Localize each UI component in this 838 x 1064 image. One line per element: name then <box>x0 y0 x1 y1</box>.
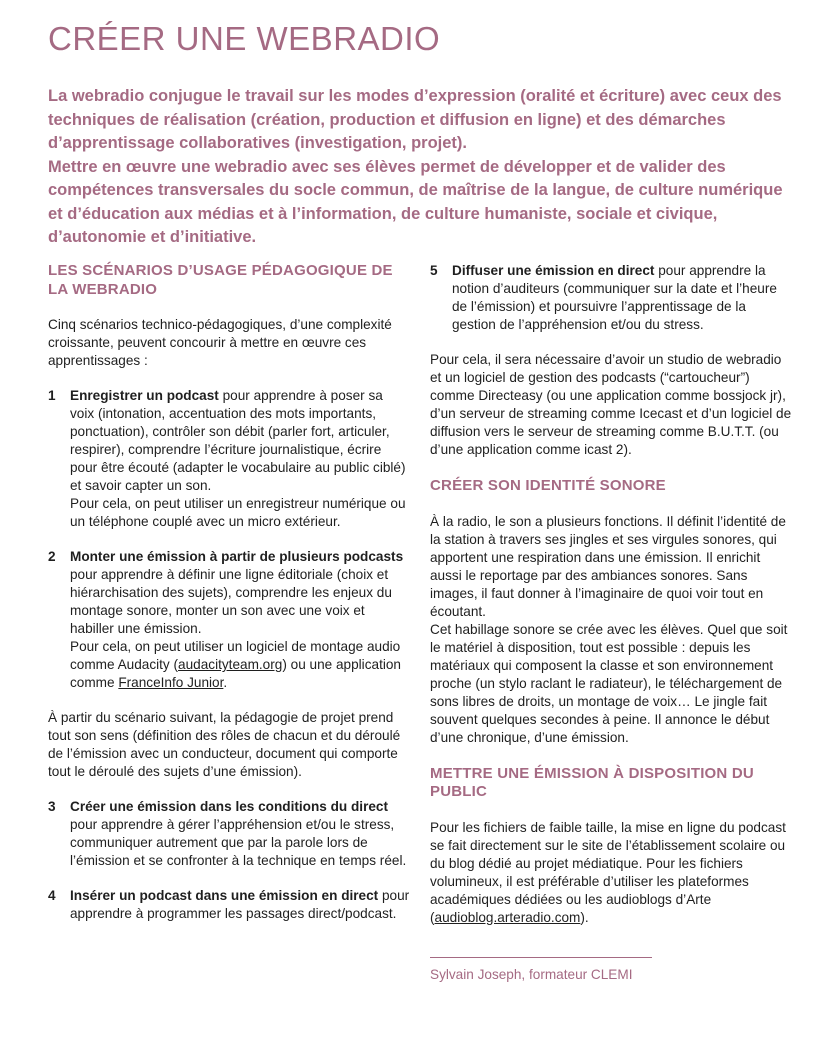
scenarios-heading: LES SCÉNARIOS D’USAGE PÉDAGOGIQUE DE LA WEBRADIO <box>48 262 393 298</box>
intro-paragraph-2: Mettre en œuvre une webradio avec ses élèves permet de développer et de valider des compétences transversales du socle commun, de maîtrise de la langue, de culture numérique et d’éducation aux médias et à l’information, de culture humaniste, sociale et civique, d’autonomie et d’initiative. <box>48 157 783 246</box>
item-body <box>70 548 410 692</box>
publish-text: Pour les fichiers de faible taille, la mise en ligne du podcast se fait directement sur le site de l’établissement scolaire ou du blog dédié au projet médiatique. Pour les fichiers volumineux, il est préférable d’utiliser les plateformes académiques dédiées ou les audioblogs d’Arte ( <box>430 819 786 925</box>
intro-paragraph-1: La webradio conjugue le travail sur les modes d’expression (oralité et écriture) avec ceux des techniques de réalisation (création, production et diffusion en ligne) et des démarches d’apprentissage collaboratives (investigation, projet). <box>48 87 782 152</box>
publish-text: ). <box>580 909 589 925</box>
scenario-item-2 <box>48 548 410 692</box>
item-extra-text: Pour cela, on peut utiliser un logiciel de montage audio comme Audacity ( <box>70 639 401 672</box>
publish-paragraph <box>430 819 792 927</box>
identity-heading: CRÉER SON IDENTITÉ SONORE <box>430 477 666 494</box>
item-extra <box>70 638 410 692</box>
project-transition: À partir du scénario suivant, la pédagogie de projet prend tout son sens (définition des rôles de chacun et du déroulé de l’émission avec un conducteur, document qui comporte tout le déroulé des sujets d’une émission). <box>48 710 401 779</box>
item-body <box>70 798 410 870</box>
audacity-link[interactable]: audacityteam.org <box>178 657 283 672</box>
item-title: Diffuser une émission en direct <box>452 263 655 278</box>
right-column <box>430 262 792 984</box>
publish-heading: METTRE UNE ÉMISSION À DISPOSITION DU PUBLIC <box>430 764 754 800</box>
item-description: pour apprendre à poser sa voix (intonation, accentuation des mots importants, ponctuation), contrôler son débit (parler fort, articuler, respirer), comprendre l’écriture journalistique, écrire pour être écouté (adapter le vocabulaire au public ciblé) et savoir capter un son. <box>70 388 406 493</box>
scenario-item-1 <box>48 387 410 531</box>
item-number: 2 <box>48 549 56 564</box>
item-description: pour apprendre à gérer l’appréhension et/ou le stress, communiquer autrement que par la parole lors de l’émission et se confronter à la technique en temps réel. <box>70 817 407 868</box>
signature: Sylvain Joseph, formateur CLEMI <box>430 966 633 982</box>
item-number: 5 <box>430 263 438 278</box>
scenario-item-4 <box>48 887 410 923</box>
item-extra: Pour cela, on peut utiliser un enregistreur numérique ou un téléphone couplé avec un micro extérieur. <box>70 496 406 529</box>
item-description: pour apprendre à définir une ligne éditoriale (choix et hiérarchisation des sujets), comprendre les enjeux du montage sonore, monter un son avec une voix et habiller une émission. <box>70 567 392 636</box>
item-description: pour apprendre à programmer les passages direct/podcast. <box>70 888 410 921</box>
identity-paragraph-2: Cet habillage sonore se crée avec les élèves. Quel que soit le matériel à disposition, tout est possible : depuis les matériaux qui composent la classe et son environnement proche (un stylo raclant le radiateur), le téléchargement de sons libres de droits, un montage de voix… Le jingle fait souvent quelques secondes à peine. Il annonce le début d’une chronique, d’une émission. <box>430 621 788 745</box>
scenario-item-3 <box>48 798 410 870</box>
item-text <box>70 548 410 638</box>
item-number: 4 <box>48 888 56 903</box>
scenarios-lead: Cinq scénarios technico-pédagogiques, d’une complexité croissante, peuvent concourir à mettre en œuvre ces apprentissages : <box>48 317 392 368</box>
item-text <box>70 387 410 495</box>
page-title: CRÉER UNE WEBRADIO <box>48 20 441 57</box>
scenario-item-5 <box>430 262 792 334</box>
audioblog-link[interactable]: audioblog.arteradio.com <box>434 909 581 925</box>
item-text <box>70 798 410 870</box>
equipment-paragraph: Pour cela, il sera nécessaire d’avoir un studio de webradio et un logiciel de gestion des podcasts (“cartoucheur”) comme Directeasy (ou une application comme bossjock jr), d’un serveur de streaming comme Icecast et d’un logiciel de diffusion vers le serveur de streaming comme B.U.T.T. (ou d’une application comme icast 2). <box>430 352 792 457</box>
item-extra-text: . <box>223 675 228 690</box>
item-number: 1 <box>48 388 56 403</box>
franceinfo-junior-link[interactable]: FranceInfo Junior <box>118 675 224 690</box>
item-title: Enregistrer un podcast <box>70 388 219 403</box>
left-column <box>48 262 410 923</box>
item-title: Insérer un podcast dans une émission en direct <box>70 888 379 903</box>
signature-divider <box>430 957 652 958</box>
item-description: pour apprendre la notion d’auditeurs (communiquer sur la date et l’heure de l’émission) et poursuivre l’apprentissage de la gestion de l’appréhension et/ou du stress. <box>452 263 777 332</box>
item-text <box>70 887 410 923</box>
item-body <box>70 887 410 923</box>
item-body <box>70 387 410 531</box>
item-title: Monter une émission à partir de plusieurs podcasts <box>70 549 404 564</box>
intro <box>48 85 783 250</box>
item-text <box>452 262 792 334</box>
item-body <box>452 262 792 334</box>
item-title: Créer une émission dans les conditions du direct <box>70 799 389 814</box>
identity-paragraph-1: À la radio, le son a plusieurs fonctions. Il définit l’identité de la station à travers ses jingles et ses virgules sonores, qui apportent une respiration dans une émission. Il enrichit aussi le reportage par des ambiances sonores. Sans images, il faut donner à l’imaginaire de quoi voir tout en écoutant. <box>430 513 786 619</box>
item-extra-text: ) ou une application comme <box>70 657 401 690</box>
item-number: 3 <box>48 799 56 814</box>
